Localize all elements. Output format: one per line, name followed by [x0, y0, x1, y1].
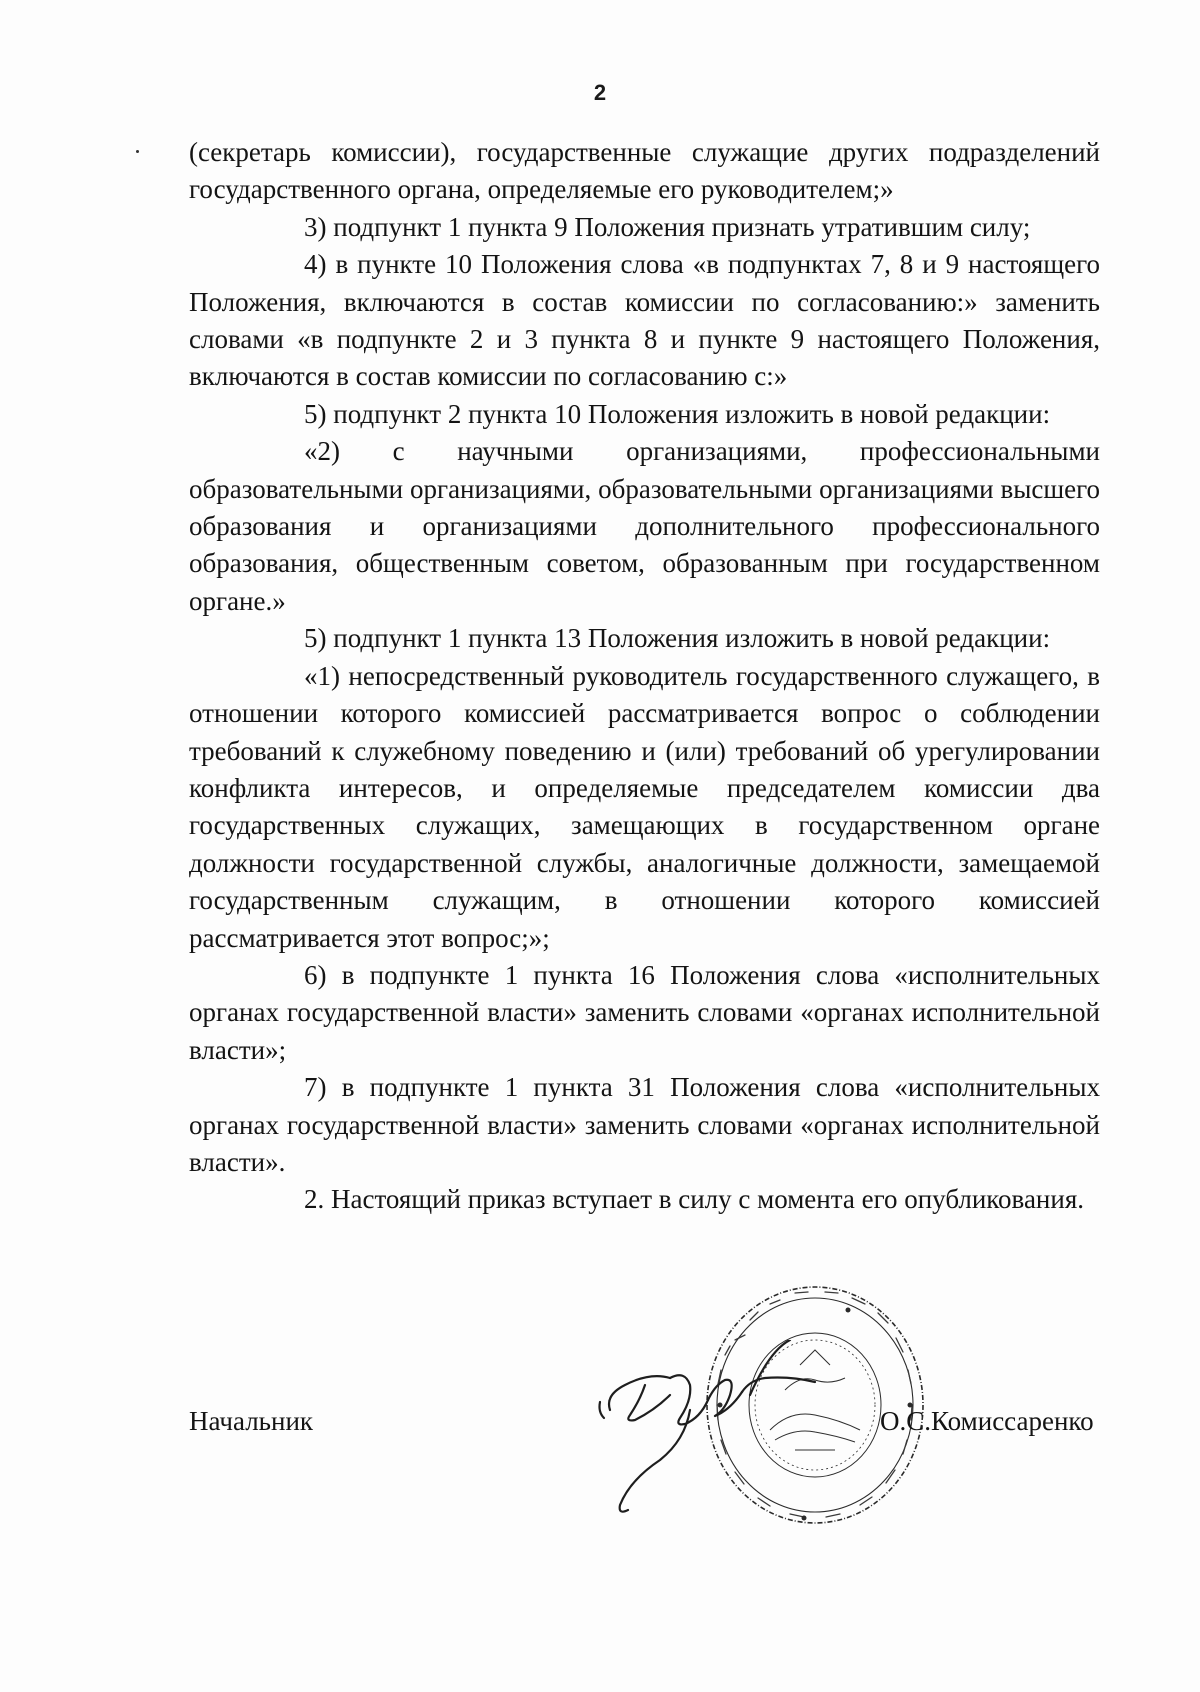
- position-title: Начальник: [189, 1406, 314, 1436]
- paragraph: «1) непосредственный руководитель государственного служащего, в отношении которого комиссией рассматривается вопрос о соблюдении требований к служебному поведению и (или) требований об урегулировании конфликта интересов, и определяемые председателем комиссии два государственных служащих, замещающих в государственном органе должности государственной службы, аналогичные должности, замещаемой государственным служащим, в отношении которого комиссией рассматривается этот вопрос;»;: [189, 660, 1100, 953]
- signature-block: [0, 1280, 1200, 1540]
- paragraph: 2. Настоящий приказ вступает в силу с момента его опубликования.: [304, 1184, 1084, 1215]
- signer-name: О.С.Комиссаренко: [880, 1406, 1094, 1436]
- paragraph: 3) подпункт 1 пункта 9 Положения признать утратившим силу;: [304, 211, 1031, 242]
- paragraph: (секретарь комиссии), государственные служащие других подразделений государственного органа, определяемые его руководителем;»: [189, 137, 1100, 205]
- paragraph: 7) в подпункте 1 пункта 31 Положения слова «исполнительных органах государственной власти» заменить словами «органах исполнительной власти».: [189, 1072, 1100, 1177]
- paragraph: 6) в подпункте 1 пункта 16 Положения слова «исполнительных органах государственной власти» заменить словами «органах исполнительной власти»;: [189, 959, 1100, 1065]
- paragraph: 5) подпункт 2 пункта 10 Положения изложить в новой редакции:: [304, 398, 1051, 429]
- paragraph: «2) с научными организациями, профессиональными образовательными организациями, образовательными организациями высшего образования и организациями дополнительного профессионального образования, общественным советом, образованным при государственном органе.»: [189, 436, 1100, 616]
- paragraph: 5) подпункт 1 пункта 13 Положения изложить в новой редакции:: [304, 623, 1051, 654]
- document-body: [189, 134, 1100, 1219]
- scan-artifact-dot: [136, 150, 139, 153]
- page-number: 2: [593, 80, 607, 105]
- handwritten-signature: [590, 1340, 870, 1530]
- paragraph: 4) в пункте 10 Положения слова «в подпунктах 7, 8 и 9 настоящего Положения, включаются в состав комиссии по согласованию:» заменить словами «в подпункте 2 и 3 пункта 8 и пункте 9 настоящего Положения, включаются в состав комиссии по согласованию с:»: [189, 249, 1100, 392]
